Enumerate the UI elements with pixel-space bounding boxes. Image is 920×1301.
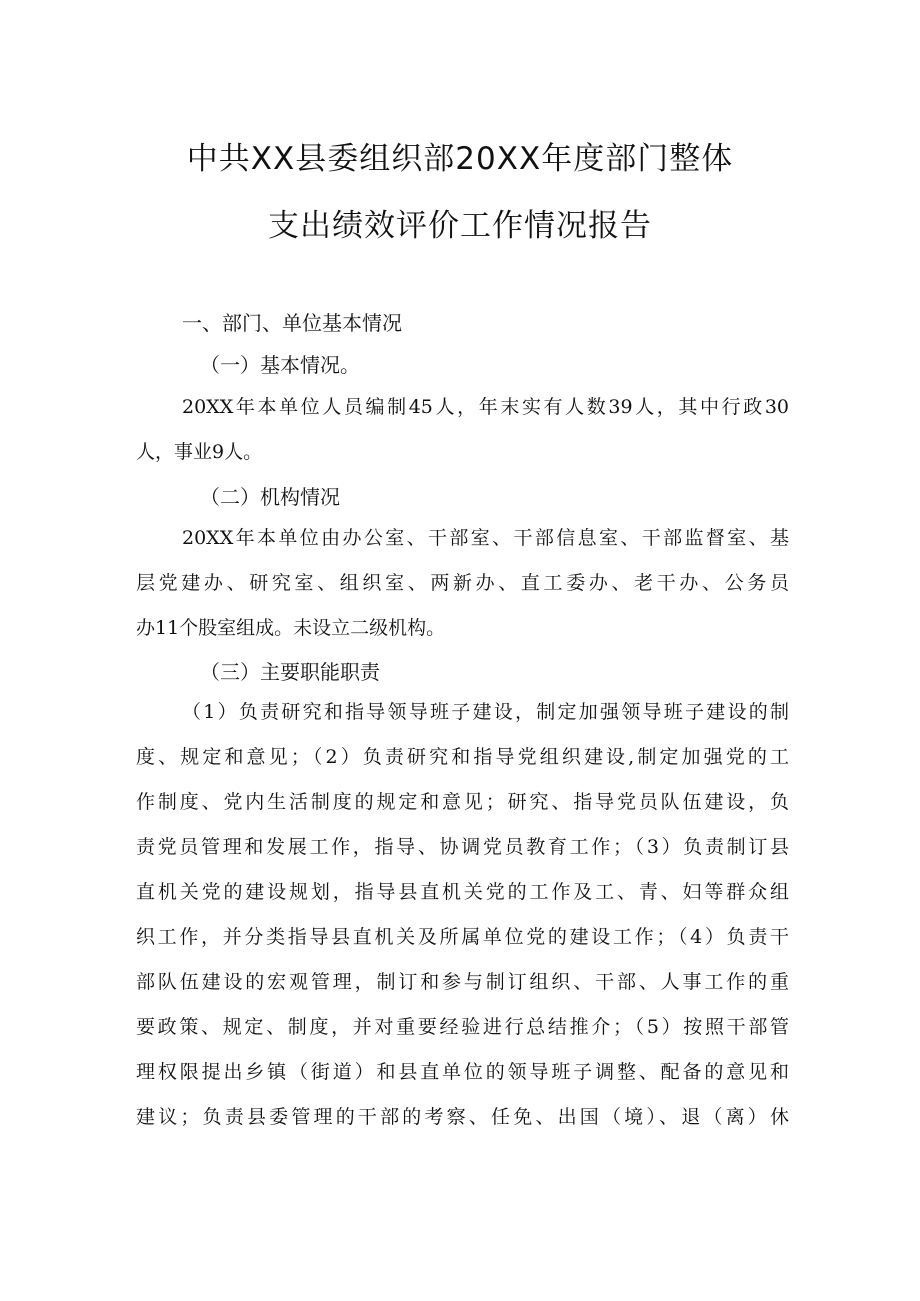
paragraph-line: 度、规定和意见；（2）负责研究和指导党组织建设,制定加强党的工 [136, 746, 789, 768]
paragraph-line: 要政策、规定、制度，并对重要经验进行总结推介；（5）按照干部管 [136, 1016, 789, 1038]
paragraph-line: 20XX年本单位人员编制45人，年末实有人数39人，其中行政30 [182, 396, 789, 418]
paragraph-line: 层党建办、研究室、组织室、两新办、直工委办、老干办、公务员 [136, 572, 789, 594]
paragraph-line: 人，事业9人。 [136, 441, 263, 463]
subsection-heading-organization: （二）机构情况 [200, 485, 340, 509]
document-title-line-2: 支出绩效评价工作情况报告 [268, 208, 652, 244]
section-heading-basic-info: 一、部门、单位基本情况 [182, 311, 402, 335]
paragraph-organization [136, 516, 789, 651]
paragraph-functions [136, 690, 789, 1140]
document-title-line-1: 中共XX县委组织部20XX年度部门整体 [186, 141, 734, 177]
paragraph-line: 部队伍建设的宏观管理，制订和参与制订组织、干部、人事工作的重 [136, 971, 789, 993]
paragraph-line: 20XX年本单位由办公室、干部室、干部信息室、干部监督室、基 [182, 527, 789, 549]
subsection-heading-functions: （三）主要职能职责 [200, 660, 380, 684]
paragraph-line: 建议；负责县委管理的干部的考察、任免、出国（境）、退（离）休 [136, 1106, 789, 1128]
paragraph-line: 织工作，并分类指导县直机关及所属单位党的建设工作；（4）负责干 [136, 926, 789, 948]
paragraph-line: 直机关党的建设规划，指导县直机关党的工作及工、青、妇等群众组 [136, 881, 789, 903]
paragraph-staffing [136, 385, 789, 475]
paragraph-line: 理权限提出乡镇（街道）和县直单位的领导班子调整、配备的意见和 [136, 1061, 789, 1083]
paragraph-line: （1）负责研究和指导领导班子建设，制定加强领导班子建设的制 [182, 701, 789, 723]
paragraph-line: 办11个股室组成。未设立二级机构。 [136, 617, 446, 639]
paragraph-line: 作制度、党内生活制度的规定和意见；研究、指导党员队伍建设，负 [136, 791, 789, 813]
paragraph-line: 责党员管理和发展工作，指导、协调党员教育工作；（3）负责制订县 [136, 836, 789, 858]
subsection-heading-basic: （一）基本情况。 [200, 353, 360, 377]
